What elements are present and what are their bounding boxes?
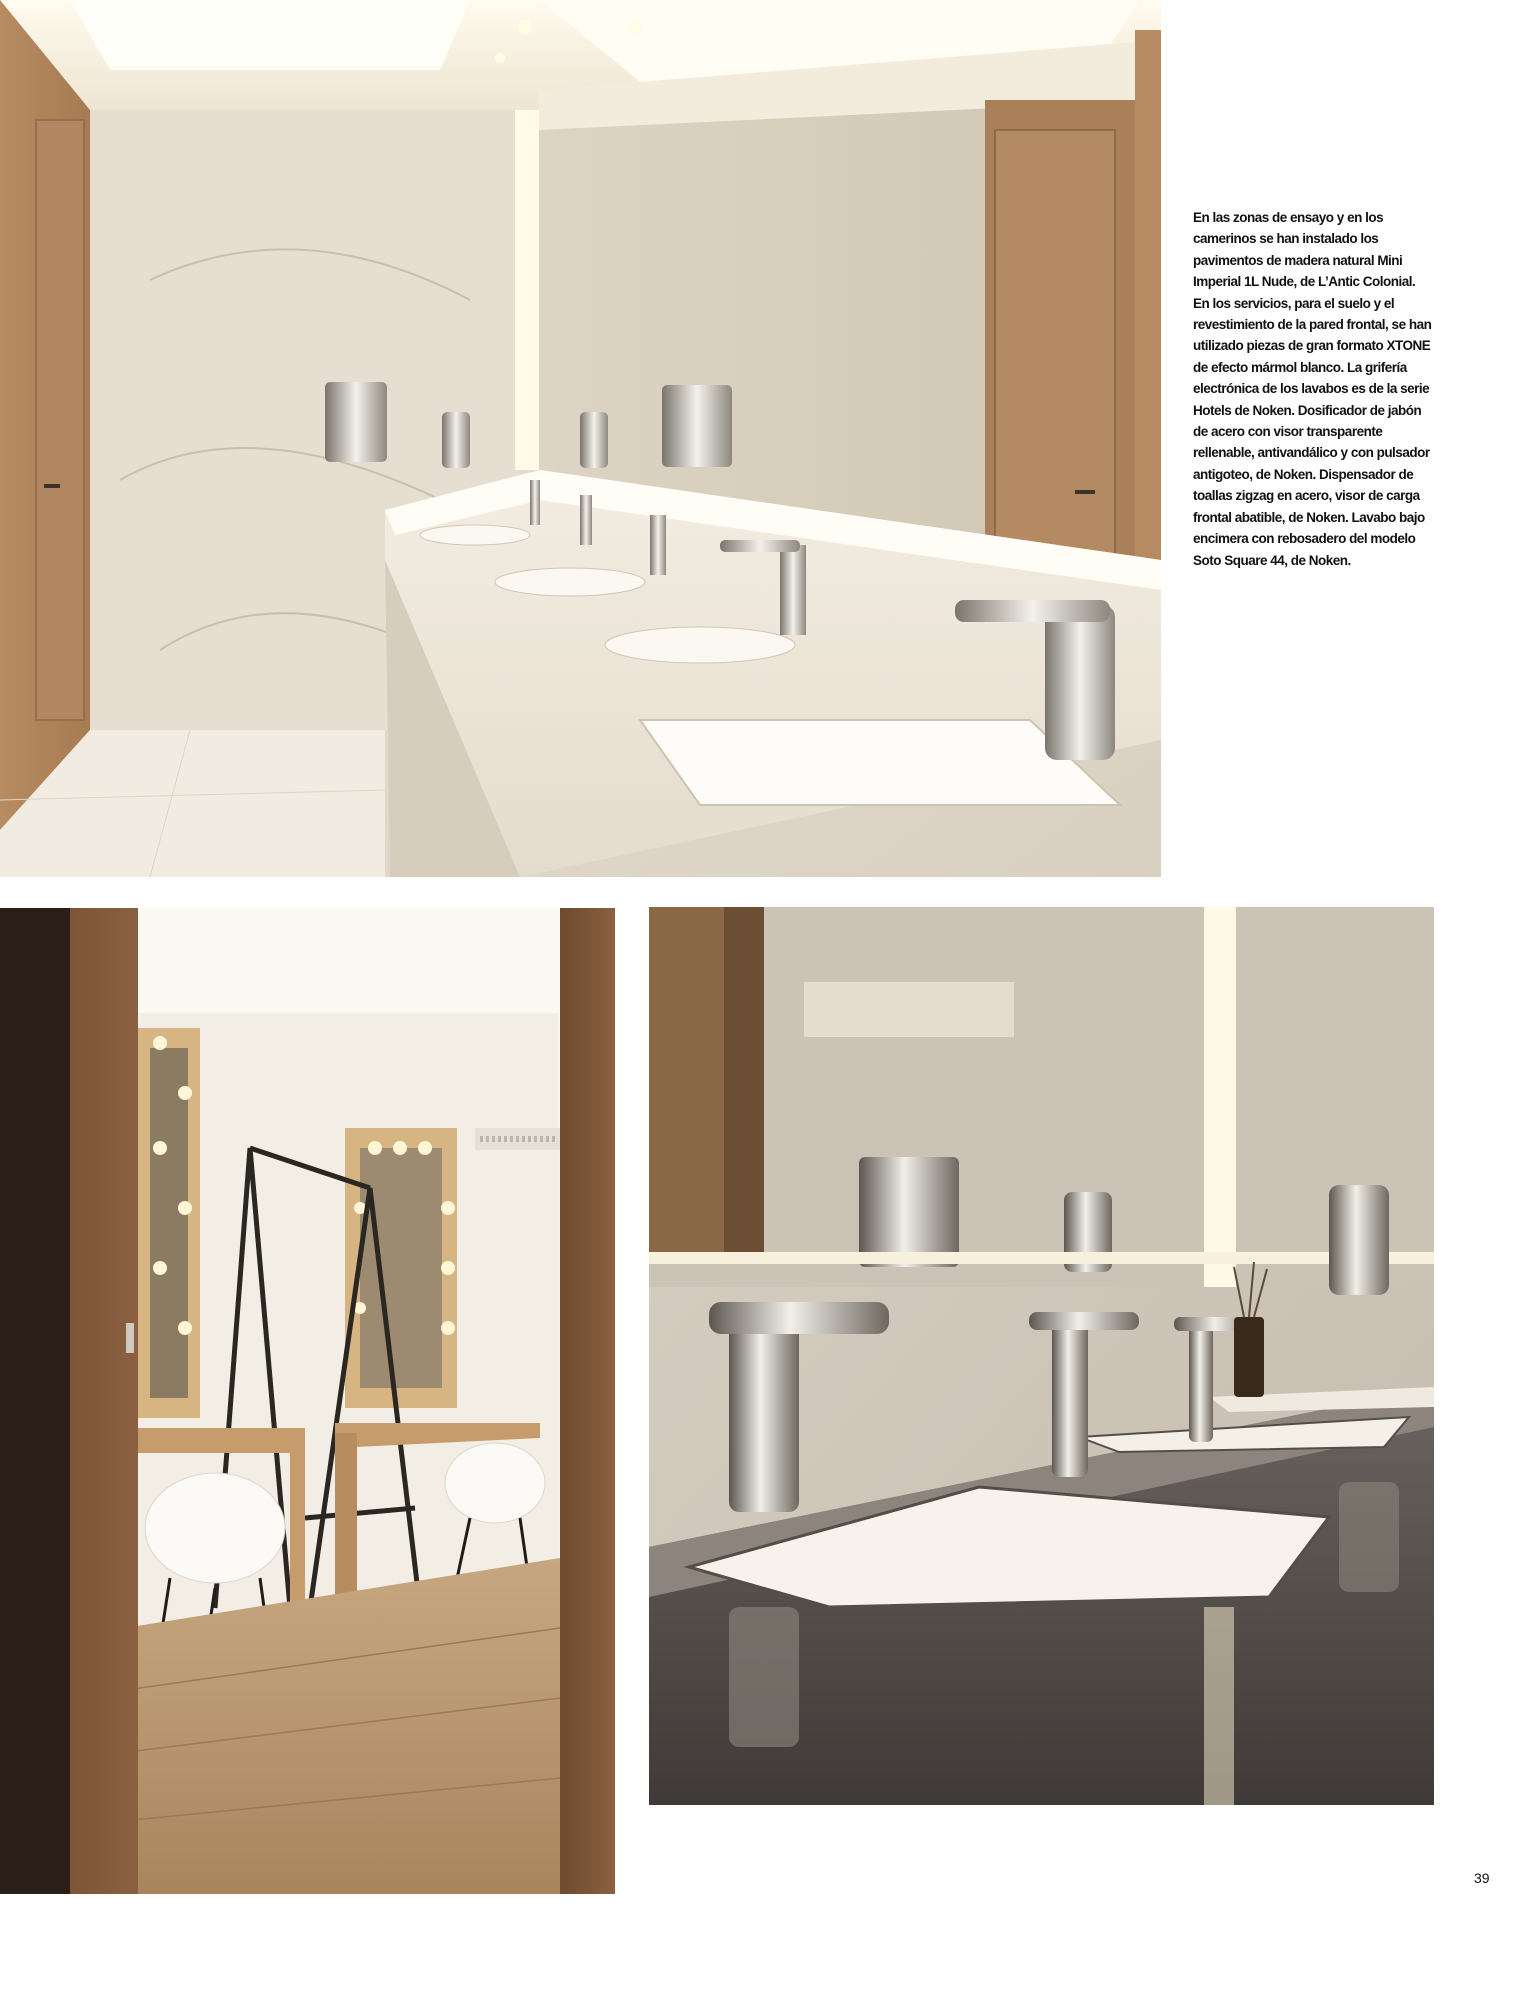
washroom-photo xyxy=(0,0,1161,877)
dressing-room-photo xyxy=(0,908,615,1894)
photo-caption xyxy=(1193,207,1433,571)
caption-paragraph-washrooms: En los servicios, para el suelo y el revestimiento de la pared frontal, se han utilizado piezas de gran formato XTONE de efecto mármol blanco. La grifería electrónica de los lavabos es de la serie Hotels de Noken. Dosificador de jabón de acero con visor transparente rellenable, antivandálico y con pulsador antigoteo, de Noken. Dispensador de toallas zigzag en acero, visor de carga frontal abatible, de Noken. Lavabo bajo encimera con rebosadero del modelo Soto Square 44, de Noken. xyxy=(1193,295,1432,568)
basin-detail-photo xyxy=(649,907,1434,1805)
caption-paragraph-flooring: En las zonas de ensayo y en los camerinos se han instalado los pavimentos de madera natural Mini Imperial 1L Nude, de L’Antic Colonial. xyxy=(1193,210,1416,290)
page-number: 39 xyxy=(1474,1870,1490,1886)
